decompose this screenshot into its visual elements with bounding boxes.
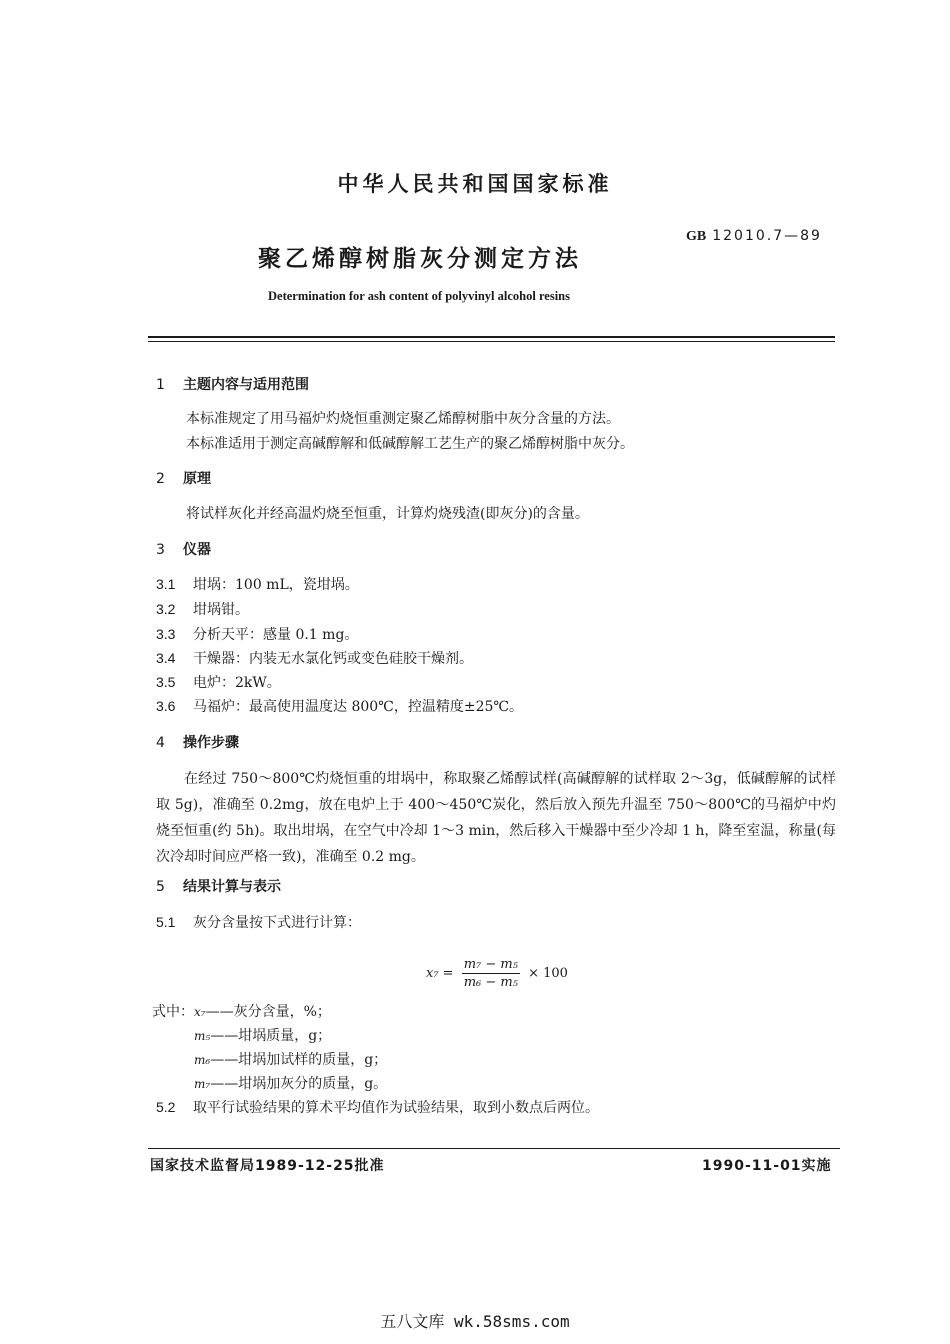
definition-symbol: m₅ (194, 1029, 211, 1043)
section-2-heading (156, 468, 211, 488)
list-item (156, 696, 523, 716)
definition-text: ——灰分含量，%； (205, 1004, 331, 1020)
document-title-zh: 聚乙烯醇树脂灰分测定方法 (258, 246, 582, 272)
section-title: 原理 (183, 471, 211, 487)
section-number: 1 (156, 377, 165, 393)
item-number: 3.1 (156, 576, 176, 592)
definition-text: ——坩埚加试样的质量，g； (210, 1052, 388, 1068)
section-1-paragraph-1: 本标准规定了用马福炉灼烧恒重测定聚乙烯醇树脂中灰分含量的方法。 (186, 411, 620, 427)
document-title-en: Determination for ash content of polyvinyl alcohol resins (268, 289, 570, 303)
formula-tail: × 100 (528, 966, 568, 981)
item-text: 马福炉：最高使用温度达 800℃，控温精度±25℃。 (193, 699, 524, 715)
item-number: 3.6 (156, 698, 176, 714)
clause-5-2 (156, 1097, 599, 1117)
definition-symbol: m₇ (194, 1077, 211, 1091)
country-standard-heading: 中华人民共和国国家标准 (337, 172, 613, 196)
section-2-paragraph: 将试样灰化并经高温灼烧至恒重，计算灼烧残渣(即灰分)的含量。 (186, 506, 589, 522)
item-text: 坩埚钳。 (193, 602, 249, 618)
formula-denominator: m₆ − m₅ (463, 975, 518, 990)
definition-text: ——坩埚加灰分的质量，g。 (210, 1076, 388, 1092)
list-item (156, 672, 281, 692)
item-number: 3.4 (156, 650, 176, 666)
formula-lhs: x₇ = (426, 966, 454, 981)
clause-text: 灰分含量按下式进行计算： (193, 915, 361, 931)
section-4-heading (156, 732, 239, 752)
item-number: 3.3 (156, 626, 176, 642)
section-number: 3 (156, 542, 165, 558)
footer-rule (148, 1148, 840, 1149)
ash-formula (426, 957, 568, 990)
item-number: 3.5 (156, 674, 176, 690)
section-1-heading (156, 374, 309, 394)
standard-code: 12010.7—89 (712, 228, 822, 244)
list-item (156, 648, 473, 668)
list-item (156, 624, 358, 644)
section-3-heading (156, 539, 211, 559)
item-text: 电炉：2kW。 (193, 675, 281, 691)
clause-5-1 (156, 912, 361, 932)
item-number: 3.2 (156, 601, 176, 617)
section-number: 2 (156, 471, 165, 487)
item-text: 分析天平：感量 0.1 mg。 (193, 627, 359, 643)
clause-text: 取平行试验结果的算术平均值作为试验结果，取到小数点后两位。 (193, 1100, 599, 1116)
section-title: 主题内容与适用范围 (183, 377, 309, 393)
header-rule-thick (148, 336, 835, 338)
definition-row (194, 1025, 331, 1045)
formula-fraction (462, 957, 520, 990)
section-title: 操作步骤 (183, 735, 239, 751)
item-text: 坩埚：100 mL，瓷坩埚。 (193, 577, 359, 593)
header-rule-thin (148, 341, 835, 342)
approval-date: 国家技术监督局1989-12-25批准 (150, 1158, 385, 1174)
list-item (156, 574, 359, 594)
standard-prefix: GB (686, 229, 707, 244)
definition-row (152, 1001, 331, 1021)
section-title: 仪器 (183, 542, 211, 558)
definition-symbol: x₇ (194, 1005, 206, 1019)
definition-row (194, 1073, 387, 1093)
where-label: 式中： (152, 1004, 194, 1020)
section-number: 5 (156, 879, 165, 895)
section-number: 4 (156, 735, 165, 751)
section-1-paragraph-2: 本标准适用于测定高碱醇解和低碱醇解工艺生产的聚乙烯醇树脂中灰分。 (186, 436, 634, 452)
definition-text: ——坩埚质量，g； (210, 1028, 332, 1044)
definition-symbol: m₆ (194, 1053, 211, 1067)
definition-row (194, 1049, 387, 1069)
section-5-heading (156, 876, 281, 896)
clause-number: 5.1 (156, 914, 176, 930)
item-text: 干燥器：内装无水氯化钙或变色硅胶干燥剂。 (193, 651, 473, 667)
procedure-text: 在经过 750～800℃灼烧恒重的坩埚中，称取聚乙烯醇试样(高碱醇解的试样取 2～3g，低碱醇解的试样取 5g)，准确至 0.2mg，放在电炉上于 400～450℃炭化，然后放入预先升温至 750～800℃的马福炉中灼烧至恒重(约 5h)。取出坩埚，在空气中冷却 1～3 min，然后移入干燥器中至少冷却 1 h，降至室温，称量(每次冷却时间应严格一致)，准确至 0.2 mg。 (156, 771, 836, 865)
formula-numerator: m₇ − m₅ (463, 957, 518, 972)
list-item (156, 599, 249, 619)
effective-date: 1990-11-01实施 (702, 1158, 832, 1174)
section-4-paragraph (156, 766, 836, 870)
clause-number: 5.2 (156, 1099, 176, 1115)
section-title: 结果计算与表示 (183, 879, 281, 895)
site-watermark: 五八文库 wk.58sms.com (380, 1312, 570, 1331)
